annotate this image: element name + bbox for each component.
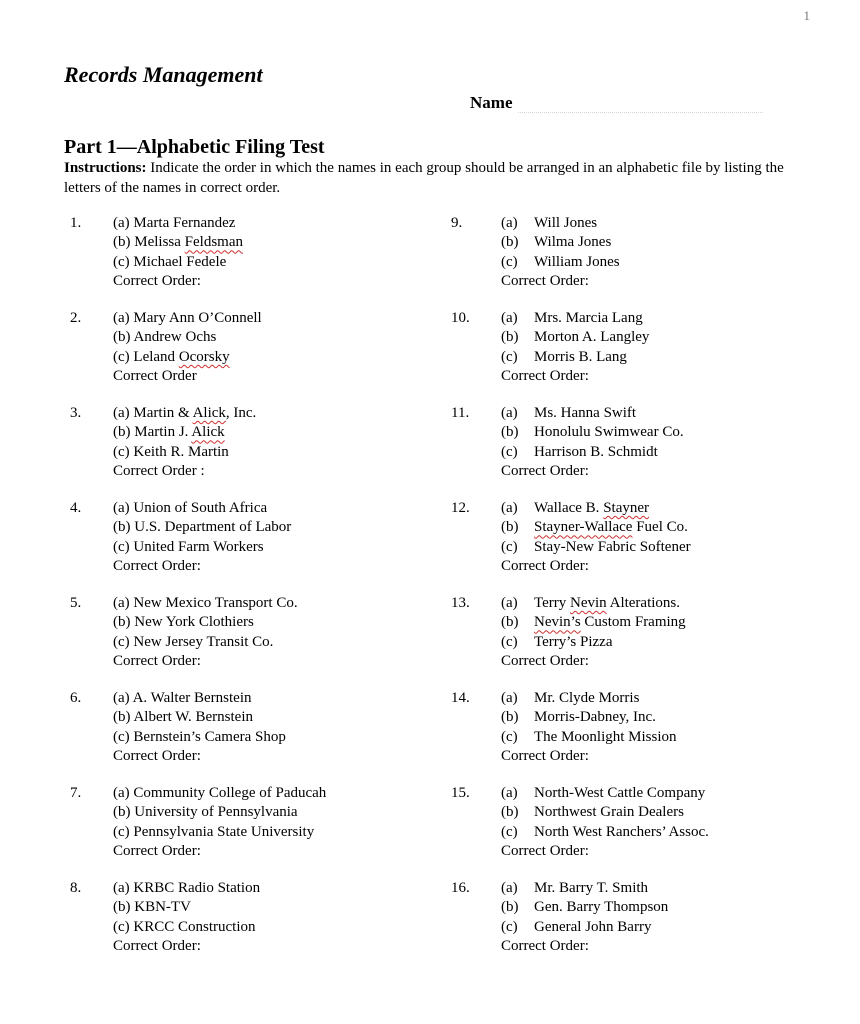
choice-line	[501, 518, 691, 537]
question-choices	[501, 214, 620, 292]
choice-text: Albert W. Bernstein	[133, 709, 254, 726]
question-grid	[64, 214, 804, 974]
choice-letter: (b)	[113, 329, 131, 346]
choice-line	[501, 898, 668, 917]
question-number: 8.	[70, 880, 82, 896]
spellcheck-flagged-word: Alick	[191, 424, 225, 441]
choice-text: New York Clothiers	[134, 614, 254, 631]
instructions	[64, 158, 804, 198]
choice-line	[113, 348, 262, 367]
choice-letter: (a)	[501, 310, 518, 326]
choice-line	[113, 538, 291, 557]
question-number: 12.	[451, 500, 470, 516]
choice-letter: (a)	[501, 595, 518, 611]
choice-text: KRCC Construction	[133, 918, 256, 935]
choice-text: University of Pennsylvania	[134, 804, 298, 821]
choice-line	[113, 594, 298, 613]
choice-text: North West Ranchers’ Assoc.	[534, 823, 709, 840]
choice-letter: (c)	[113, 348, 130, 365]
choice-line	[113, 518, 291, 537]
choice-letter: (b)	[501, 519, 519, 536]
choice-letter: (b)	[113, 899, 131, 916]
choice-text: Will Jones	[534, 215, 598, 231]
question-choices	[113, 689, 286, 767]
correct-order-label[interactable]: Correct Order :	[113, 463, 205, 480]
choice-letter: (a)	[501, 785, 518, 801]
choice-text: Mary Ann O’Connell	[133, 310, 262, 326]
question-choices	[501, 689, 677, 767]
spellcheck-flagged-word: Alick	[192, 405, 226, 421]
choice-text: United Farm Workers	[133, 538, 264, 555]
choice-line	[113, 233, 243, 252]
choice-line	[113, 309, 262, 328]
choice-text: New Mexico Transport Co.	[133, 595, 298, 611]
question-item	[452, 594, 804, 689]
choice-letter: (a)	[113, 500, 130, 516]
choice-line	[113, 784, 326, 803]
question-item	[64, 499, 452, 594]
choice-letter: (c)	[501, 633, 518, 650]
choice-line	[501, 708, 677, 727]
page-number: 1	[803, 8, 810, 23]
question-item	[452, 404, 804, 499]
choice-line	[113, 613, 298, 632]
question-number: 2.	[70, 310, 82, 326]
question-choices	[501, 594, 686, 672]
choice-text: Community College of Paducah	[133, 785, 327, 801]
choice-line	[501, 918, 668, 937]
choice-letter: (a)	[501, 880, 518, 896]
choice-line	[501, 423, 684, 442]
question-number: 11.	[451, 405, 470, 421]
instructions-label: Instructions:	[64, 160, 147, 176]
choice-letter: (c)	[501, 728, 518, 745]
question-item	[64, 689, 452, 784]
choice-text: Leland	[133, 348, 179, 365]
choice-text: Melissa	[134, 234, 185, 251]
choice-text: Morris-Dabney, Inc.	[534, 709, 656, 726]
choice-letter: (c)	[113, 253, 130, 270]
choice-text: The Moonlight Mission	[534, 728, 677, 745]
name-field	[470, 93, 763, 113]
choice-text: A. Walter Bernstein	[132, 690, 252, 706]
choice-text: Union of South Africa	[133, 500, 268, 516]
choice-letter: (a)	[501, 215, 518, 231]
question-number: 4.	[70, 500, 82, 516]
choice-letter: (a)	[113, 310, 130, 326]
choice-line	[501, 803, 709, 822]
choice-line	[113, 423, 256, 442]
question-choices	[113, 594, 298, 672]
instructions-text: Indicate the order in which the names in each group should be arranged in an alphabetic file by listing the letters of the names in correct order.	[64, 160, 784, 196]
question-item	[452, 879, 804, 974]
choice-line	[501, 879, 668, 898]
choice-text-suffix: Alterations.	[606, 595, 681, 611]
choice-line	[501, 233, 620, 252]
choice-letter: (b)	[113, 614, 131, 631]
choice-line	[113, 689, 286, 708]
question-item	[64, 594, 452, 689]
choice-letter: (b)	[501, 329, 519, 346]
correct-order-label[interactable]: Correct Order:	[501, 558, 589, 575]
choice-text: Morris B. Lang	[534, 348, 627, 365]
correct-order-label[interactable]: Correct Order:	[113, 653, 201, 670]
choice-text: Wilma Jones	[534, 234, 612, 251]
choice-line	[501, 348, 649, 367]
choice-letter: (a)	[501, 690, 518, 706]
choice-line	[501, 328, 649, 347]
choice-line	[113, 214, 243, 233]
choice-text: Mr. Barry T. Smith	[534, 880, 649, 896]
choice-text-suffix: Custom Framing	[580, 614, 686, 631]
question-choices	[113, 784, 326, 862]
choice-letter: (b)	[501, 614, 519, 631]
choice-text: Northwest Grain Dealers	[534, 804, 684, 821]
choice-letter: (b)	[113, 804, 131, 821]
choice-text: KBN-TV	[134, 899, 191, 916]
spellcheck-flagged-word: Ocorsky	[178, 348, 230, 365]
choice-line	[501, 214, 620, 233]
question-choices	[501, 784, 709, 862]
correct-order-label[interactable]: Correct Order:	[113, 938, 201, 955]
correct-order-label[interactable]: Correct Order:	[501, 368, 589, 385]
choice-text: New Jersey Transit Co.	[133, 633, 274, 650]
choice-line	[113, 728, 286, 747]
choice-line	[501, 784, 709, 803]
question-item	[452, 214, 804, 309]
choice-letter: (b)	[113, 234, 131, 251]
question-number: 6.	[70, 690, 82, 706]
choice-text: U.S. Department of Labor	[134, 519, 292, 536]
choice-letter: (c)	[501, 538, 518, 555]
choice-letter: (b)	[113, 424, 131, 441]
question-choices	[113, 214, 243, 292]
choice-letter: (a)	[113, 595, 130, 611]
choice-line	[501, 689, 677, 708]
choice-letter: (c)	[501, 348, 518, 365]
choice-text: Gen. Barry Thompson	[534, 899, 669, 916]
choice-line	[501, 538, 691, 557]
question-number: 13.	[451, 595, 470, 611]
question-choices	[501, 499, 691, 577]
choice-letter: (c)	[113, 633, 130, 650]
choice-letter: (a)	[501, 405, 518, 421]
choice-text: General John Barry	[534, 918, 652, 935]
choice-letter: (c)	[113, 823, 130, 840]
choice-line	[113, 404, 256, 423]
choice-text: Marta Fernandez	[133, 215, 236, 231]
choice-line	[113, 918, 260, 937]
correct-order-label[interactable]: Correct Order:	[501, 938, 589, 955]
choice-line	[501, 499, 691, 518]
spellcheck-flagged-word: Stayner	[603, 500, 650, 516]
choice-text: Honolulu Swimwear Co.	[534, 424, 684, 441]
question-item	[452, 499, 804, 594]
question-item	[64, 879, 452, 974]
choice-line	[501, 253, 620, 272]
choice-letter: (c)	[113, 538, 130, 555]
question-number: 16.	[451, 880, 470, 896]
choice-line	[113, 253, 243, 272]
correct-order-label[interactable]: Correct Order:	[113, 748, 201, 765]
choice-text: Harrison B. Schmidt	[534, 443, 658, 460]
choice-letter: (c)	[113, 728, 130, 745]
question-choices	[113, 404, 256, 482]
correct-order-label[interactable]: Correct Order:	[501, 463, 589, 480]
choice-line	[113, 898, 260, 917]
question-item	[452, 689, 804, 784]
question-number: 1.	[70, 215, 82, 231]
choice-text: Ms. Hanna Swift	[534, 405, 637, 421]
choice-line	[113, 443, 256, 462]
question-number: 10.	[451, 310, 470, 326]
question-item	[64, 784, 452, 879]
choice-letter: (b)	[113, 519, 131, 536]
correct-order-label[interactable]: Correct Order:	[113, 843, 201, 860]
choice-line	[501, 404, 684, 423]
choice-letter: (b)	[113, 709, 131, 726]
question-number: 15.	[451, 785, 470, 801]
choice-line	[501, 443, 684, 462]
choice-letter: (a)	[113, 880, 130, 896]
choice-text-suffix: Fuel Co.	[632, 519, 688, 536]
choice-text: Wallace B.	[534, 500, 604, 516]
question-item	[64, 309, 452, 404]
choice-text: Andrew Ochs	[133, 329, 217, 346]
question-number: 7.	[70, 785, 82, 801]
choice-letter: (a)	[113, 690, 130, 706]
choice-line	[113, 879, 260, 898]
choice-letter: (c)	[113, 443, 130, 460]
question-item	[452, 784, 804, 879]
question-item	[452, 309, 804, 404]
choice-text-suffix: , Inc.	[225, 405, 257, 421]
choice-text: Terry’s Pizza	[534, 633, 613, 650]
choice-text: Bernstein’s Camera Shop	[133, 728, 286, 745]
question-item	[64, 214, 452, 309]
choice-line	[113, 823, 326, 842]
correct-order-label[interactable]: Correct Order	[113, 368, 197, 385]
choice-line	[501, 728, 677, 747]
choice-text: North-West Cattle Company	[534, 785, 706, 801]
choice-line	[113, 803, 326, 822]
name-label: Name	[470, 93, 513, 112]
choice-letter: (b)	[501, 709, 519, 726]
choice-text: Michael Fedele	[133, 253, 227, 270]
choice-letter: (b)	[501, 899, 519, 916]
choice-letter: (a)	[501, 500, 518, 516]
choice-text: Stay-New Fabric Softener	[534, 538, 691, 555]
question-choices	[113, 499, 291, 577]
choice-letter: (a)	[113, 215, 130, 231]
name-blank-line[interactable]	[518, 94, 763, 113]
question-number: 14.	[451, 690, 470, 706]
correct-order-label[interactable]: Correct Order:	[113, 273, 201, 290]
part-title: Part 1—Alphabetic Filing Test	[64, 136, 325, 158]
question-choices	[113, 309, 262, 387]
correct-order-label[interactable]: Correct Order:	[501, 653, 589, 670]
spellcheck-flagged-word: Nevin’s	[534, 614, 581, 631]
question-choices	[113, 879, 260, 957]
choice-letter: (a)	[113, 405, 130, 421]
choice-line	[501, 594, 686, 613]
choice-line	[501, 633, 686, 652]
choice-text: William Jones	[534, 253, 620, 270]
choice-letter: (c)	[501, 918, 518, 935]
choice-line	[113, 633, 298, 652]
choice-line	[113, 499, 291, 518]
choice-text: Mrs. Marcia Lang	[534, 310, 643, 326]
choice-letter: (b)	[501, 424, 519, 441]
choice-text: Keith R. Martin	[133, 443, 229, 460]
question-number: 9.	[451, 215, 463, 231]
correct-order-label[interactable]: Correct Order:	[501, 273, 589, 290]
choice-text: Martin J.	[134, 424, 192, 441]
choice-letter: (b)	[501, 804, 519, 821]
choice-line	[501, 823, 709, 842]
correct-order-label[interactable]: Correct Order:	[113, 558, 201, 575]
document-title: Records Management	[64, 62, 263, 87]
spellcheck-flagged-word: Stayner-Wallace	[534, 519, 633, 536]
question-choices	[501, 879, 668, 957]
question-item	[64, 404, 452, 499]
choice-line	[501, 613, 686, 632]
choice-letter: (c)	[501, 443, 518, 460]
choice-letter: (c)	[501, 253, 518, 270]
choice-text: Morton A. Langley	[534, 329, 650, 346]
choice-line	[501, 309, 649, 328]
choice-line	[113, 328, 262, 347]
choice-letter: (b)	[501, 234, 519, 251]
correct-order-label[interactable]: Correct Order:	[501, 843, 589, 860]
question-number: 5.	[70, 595, 82, 611]
choice-letter: (c)	[113, 918, 130, 935]
spellcheck-flagged-word: Feldsman	[184, 234, 244, 251]
choice-text: Pennsylvania State University	[133, 823, 315, 840]
choice-letter: (a)	[113, 785, 130, 801]
spellcheck-flagged-word: Nevin	[570, 595, 607, 611]
choice-letter: (c)	[501, 823, 518, 840]
question-choices	[501, 404, 684, 482]
question-choices	[501, 309, 649, 387]
choice-text: Terry	[534, 595, 571, 611]
choice-text: Mr. Clyde Morris	[534, 690, 640, 706]
choice-text: Martin &	[133, 405, 193, 421]
question-number: 3.	[70, 405, 82, 421]
choice-text: KRBC Radio Station	[133, 880, 261, 896]
choice-line	[113, 708, 286, 727]
correct-order-label[interactable]: Correct Order:	[501, 748, 589, 765]
